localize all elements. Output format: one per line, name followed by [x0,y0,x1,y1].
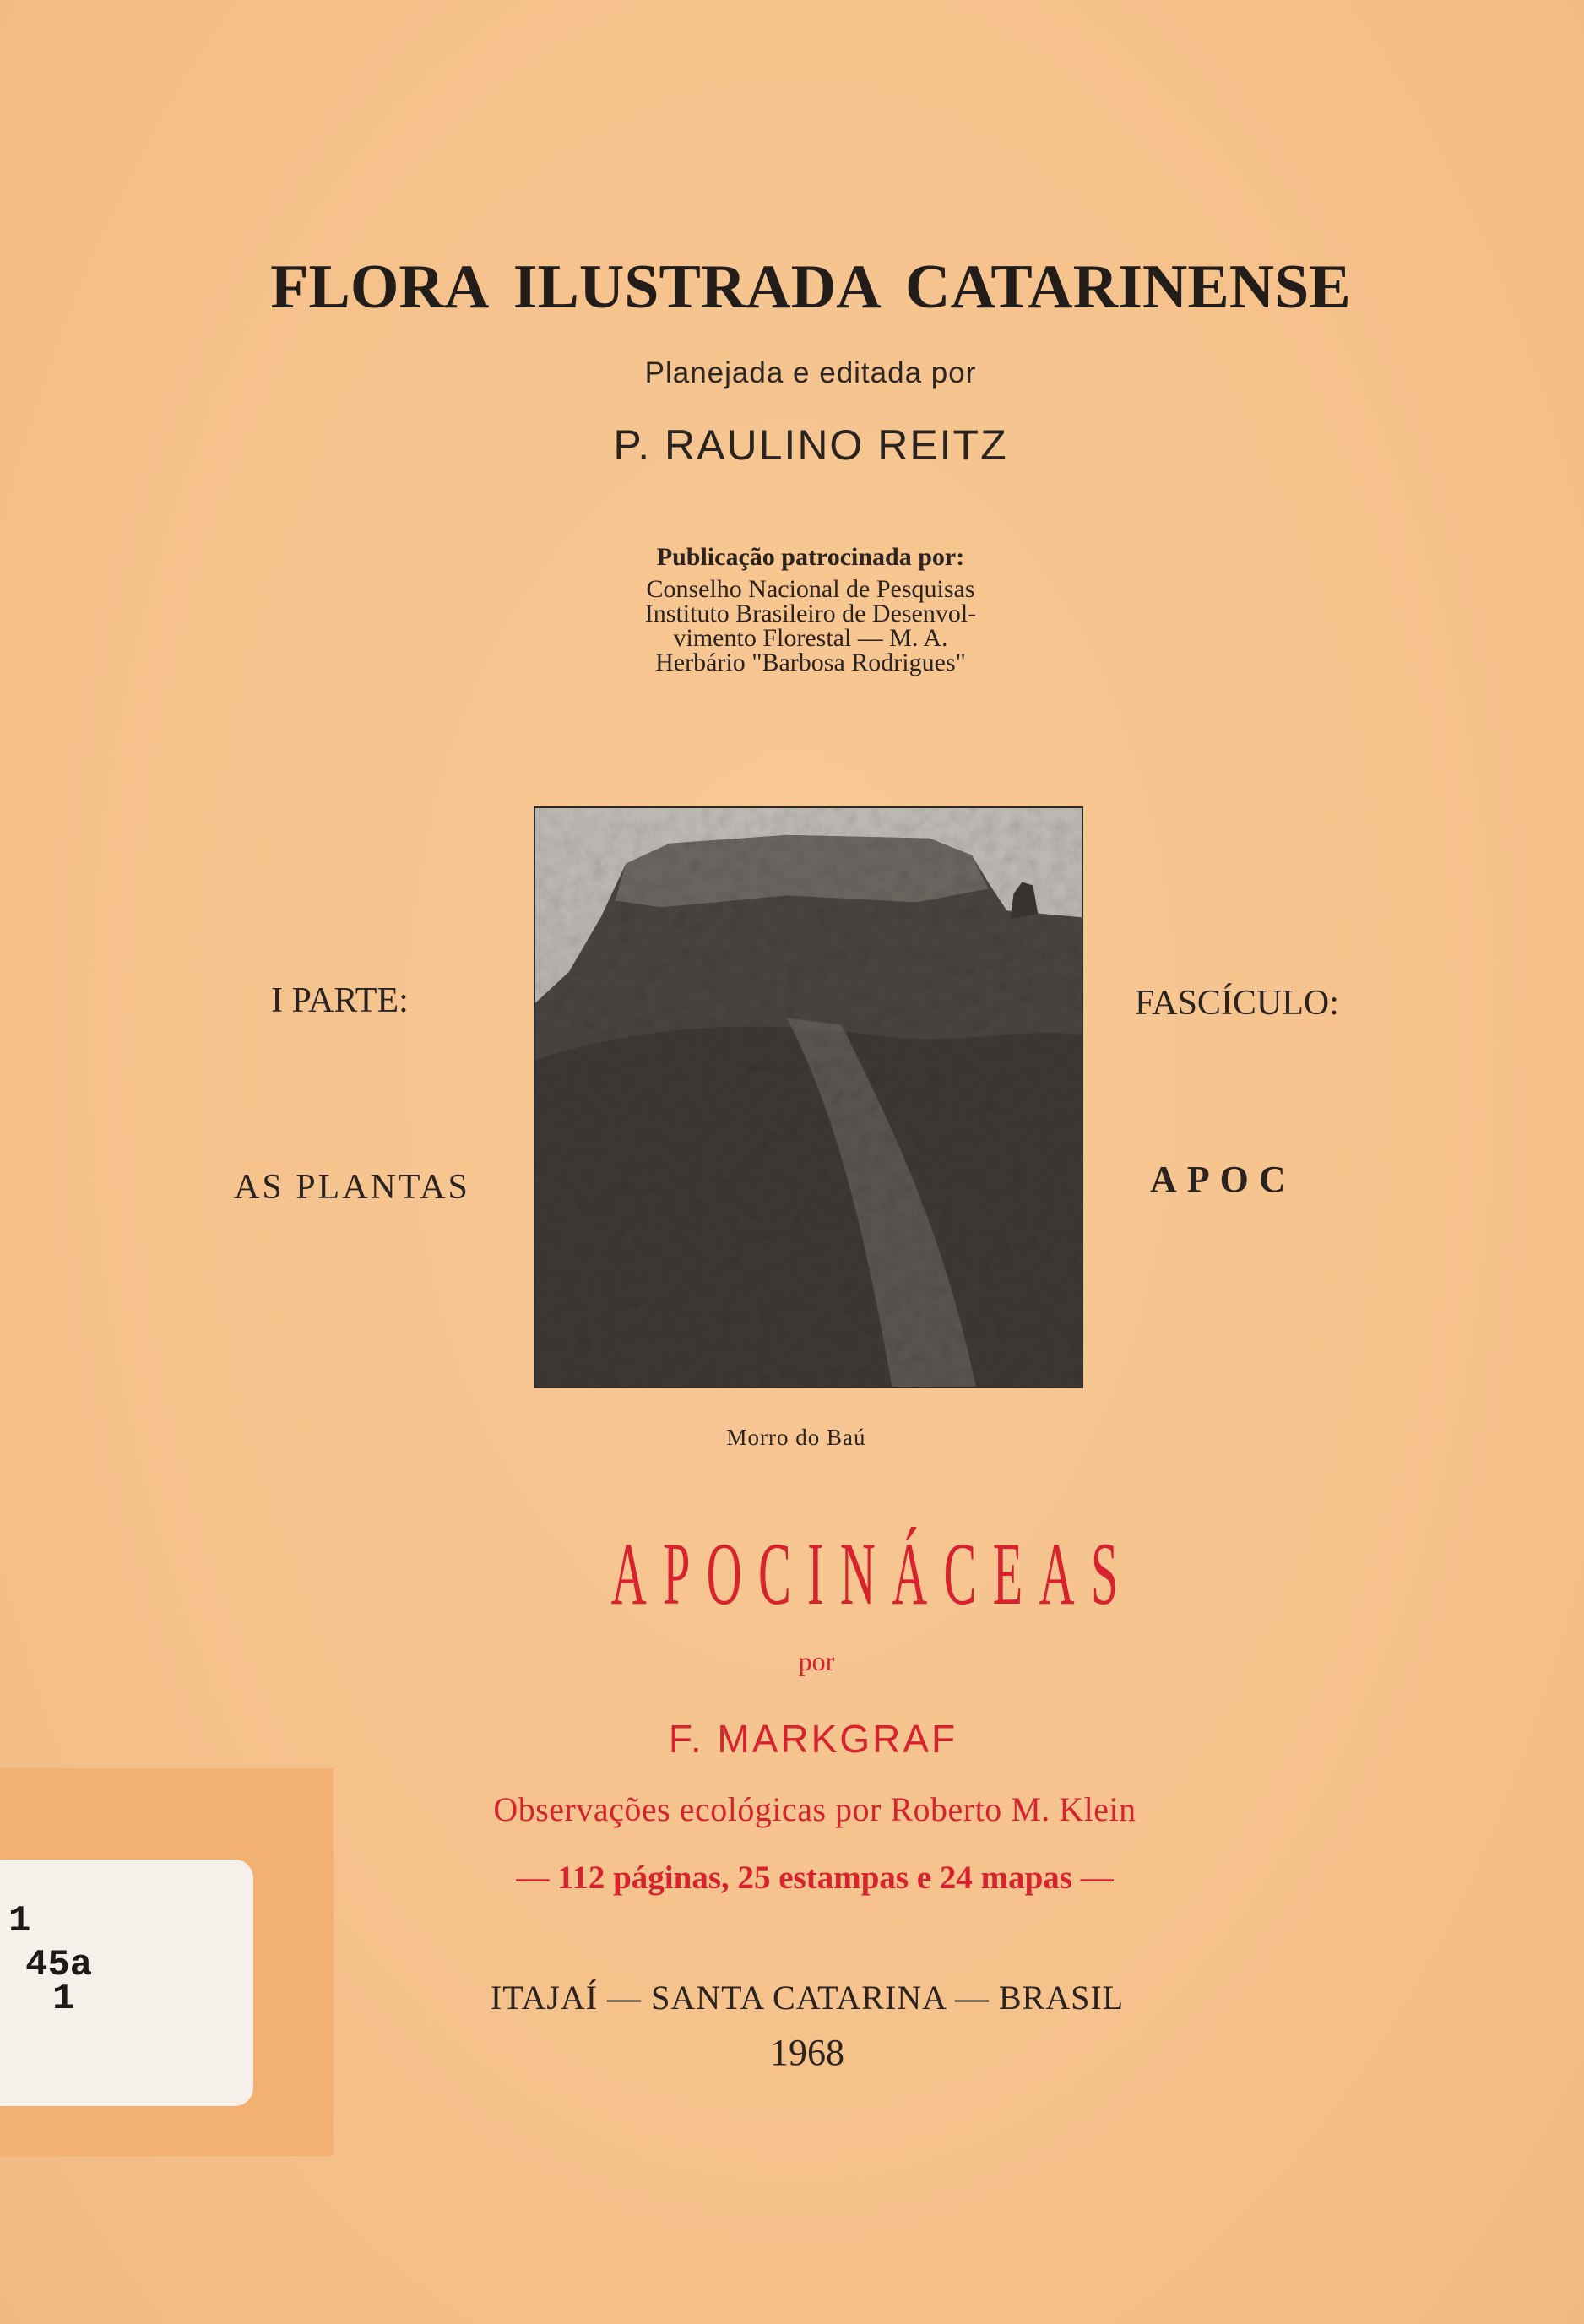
extent-line: — 112 páginas, 25 estampas e 24 mapas — [516,1860,1114,1896]
sponsor-line: Herbário "Barbosa Rodrigues" [655,649,966,676]
photo-caption: Morro do Baú [726,1425,866,1450]
editor-line: Planejada e editada por [644,356,977,389]
sponsor-line: Instituto Brasileiro de Desenvol- [644,600,977,627]
fascicle-label: FASCÍCULO: [1135,984,1339,1023]
family-title-wrap [397,1525,1241,1623]
sponsor-list [388,577,1233,675]
series-title: FLORA ILUSTRADA CATARINENSE [270,252,1351,322]
publication-place: ITAJAÍ — SANTA CATARINA — BRASIL [490,1979,1125,2017]
by-label: por [798,1646,835,1676]
sponsor-line: vimento Florestal — M. A. [673,624,948,652]
part-label: I PARTE: [271,981,409,1020]
sponsor-line: Conselho Nacional de Pesquisas [646,575,975,603]
sponsor-heading: Publicação patrocinada por: [656,543,965,571]
publication-year: 1968 [770,2032,844,2073]
cover-photo [534,806,1083,1388]
call-number-line: 1 [52,1978,75,2020]
part-name: AS PLANTAS [234,1168,470,1207]
editor-name: P. RAULINO REITZ [613,421,1008,469]
call-number-line: 45a [25,1944,93,1986]
mountain-photo-image [535,808,1082,1387]
author-name: F. MARKGRAF [668,1717,958,1761]
family-title: APOCINÁCEAS [610,1524,1135,1623]
observations-credit: Observações ecológicas por Roberto M. Klein [493,1790,1136,1828]
call-number-line: 1 [8,1900,31,1942]
fascicle-code: APOC [1150,1159,1296,1200]
